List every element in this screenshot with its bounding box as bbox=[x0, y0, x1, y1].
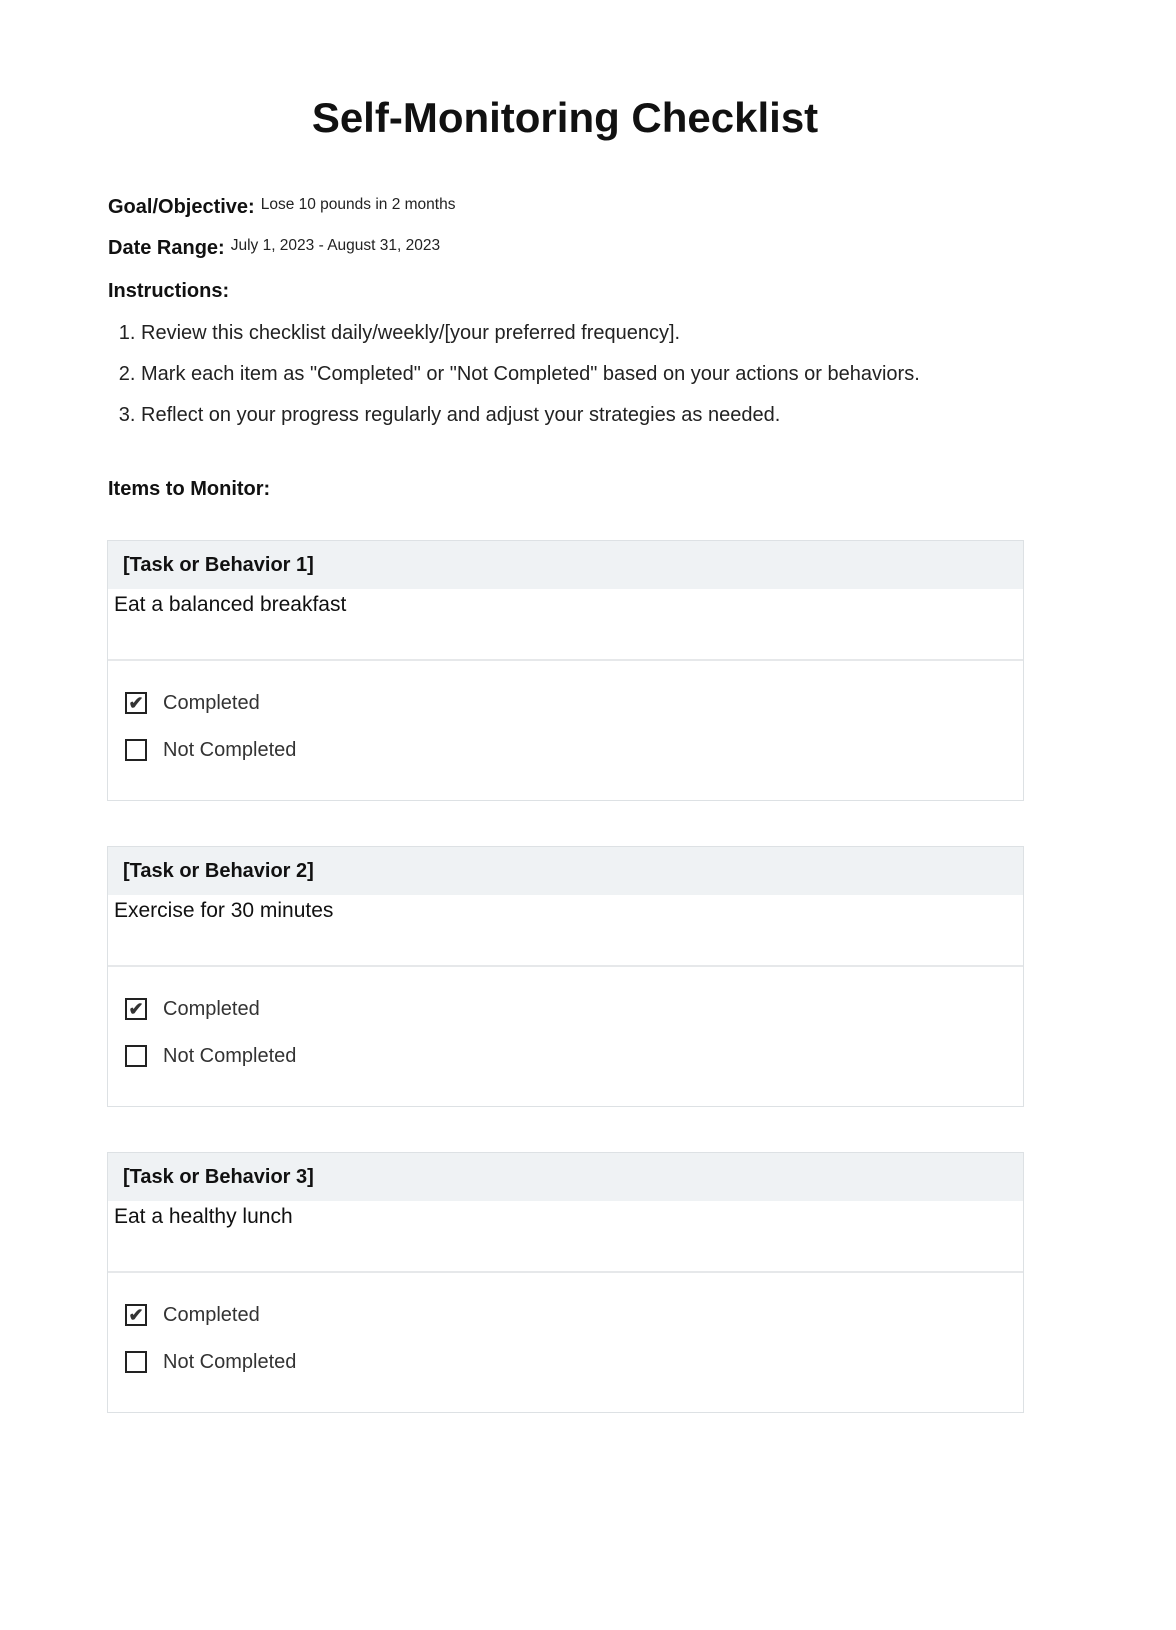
instruction-step: 3. Reflect on your progress regularly and adjust your strategies as needed. bbox=[141, 404, 920, 445]
task-header: [Task or Behavior 2] bbox=[108, 847, 1023, 895]
date-range-label: Date Range: bbox=[108, 237, 225, 259]
instruction-step: 2. Mark each item as "Completed" or "Not Completed" based on your actions or behaviors. bbox=[141, 363, 920, 404]
not-completed-checkbox[interactable] bbox=[125, 1045, 147, 1067]
task-header: [Task or Behavior 3] bbox=[108, 1153, 1023, 1201]
task-description: Eat a balanced breakfast bbox=[108, 589, 1023, 661]
goal-value: Lose 10 pounds in 2 months bbox=[260, 196, 456, 213]
task-header: [Task or Behavior 1] bbox=[108, 541, 1023, 589]
not-completed-checkbox[interactable] bbox=[125, 739, 147, 761]
task-card bbox=[107, 846, 1024, 1107]
completed-option[interactable] bbox=[125, 997, 1023, 1021]
completed-label: Completed bbox=[163, 1303, 260, 1326]
instruction-step: 1. Review this checklist daily/weekly/[your preferred frequency]. bbox=[141, 322, 920, 363]
not-completed-option[interactable] bbox=[125, 1044, 1023, 1068]
not-completed-checkbox[interactable] bbox=[125, 1351, 147, 1373]
task-description: Eat a healthy lunch bbox=[108, 1201, 1023, 1273]
not-completed-option[interactable] bbox=[125, 1350, 1023, 1374]
completed-option[interactable] bbox=[125, 1303, 1023, 1327]
items-heading: Items to Monitor: bbox=[108, 478, 271, 500]
task-card bbox=[107, 1152, 1024, 1413]
instructions-list bbox=[117, 322, 920, 445]
completed-checkbox[interactable] bbox=[125, 998, 147, 1020]
not-completed-option[interactable] bbox=[125, 738, 1023, 762]
date-range-field bbox=[108, 237, 440, 260]
completed-label: Completed bbox=[163, 997, 260, 1020]
not-completed-label: Not Completed bbox=[163, 738, 297, 761]
completed-option[interactable] bbox=[125, 691, 1023, 715]
goal-label: Goal/Objective: bbox=[108, 196, 255, 218]
checkmark-icon: ✔ bbox=[128, 693, 144, 713]
not-completed-label: Not Completed bbox=[163, 1044, 297, 1067]
checkmark-icon: ✔ bbox=[128, 1305, 144, 1325]
completed-checkbox[interactable] bbox=[125, 1304, 147, 1326]
task-card bbox=[107, 540, 1024, 801]
not-completed-label: Not Completed bbox=[163, 1350, 297, 1373]
completed-checkbox[interactable] bbox=[125, 692, 147, 714]
page-title: Self-Monitoring Checklist bbox=[311, 94, 819, 141]
goal-field bbox=[108, 196, 455, 219]
task-description: Exercise for 30 minutes bbox=[108, 895, 1023, 967]
instructions-heading: Instructions: bbox=[108, 280, 230, 302]
completed-label: Completed bbox=[163, 691, 260, 714]
date-range-value: July 1, 2023 - August 31, 2023 bbox=[230, 237, 441, 254]
checkmark-icon: ✔ bbox=[128, 999, 144, 1019]
